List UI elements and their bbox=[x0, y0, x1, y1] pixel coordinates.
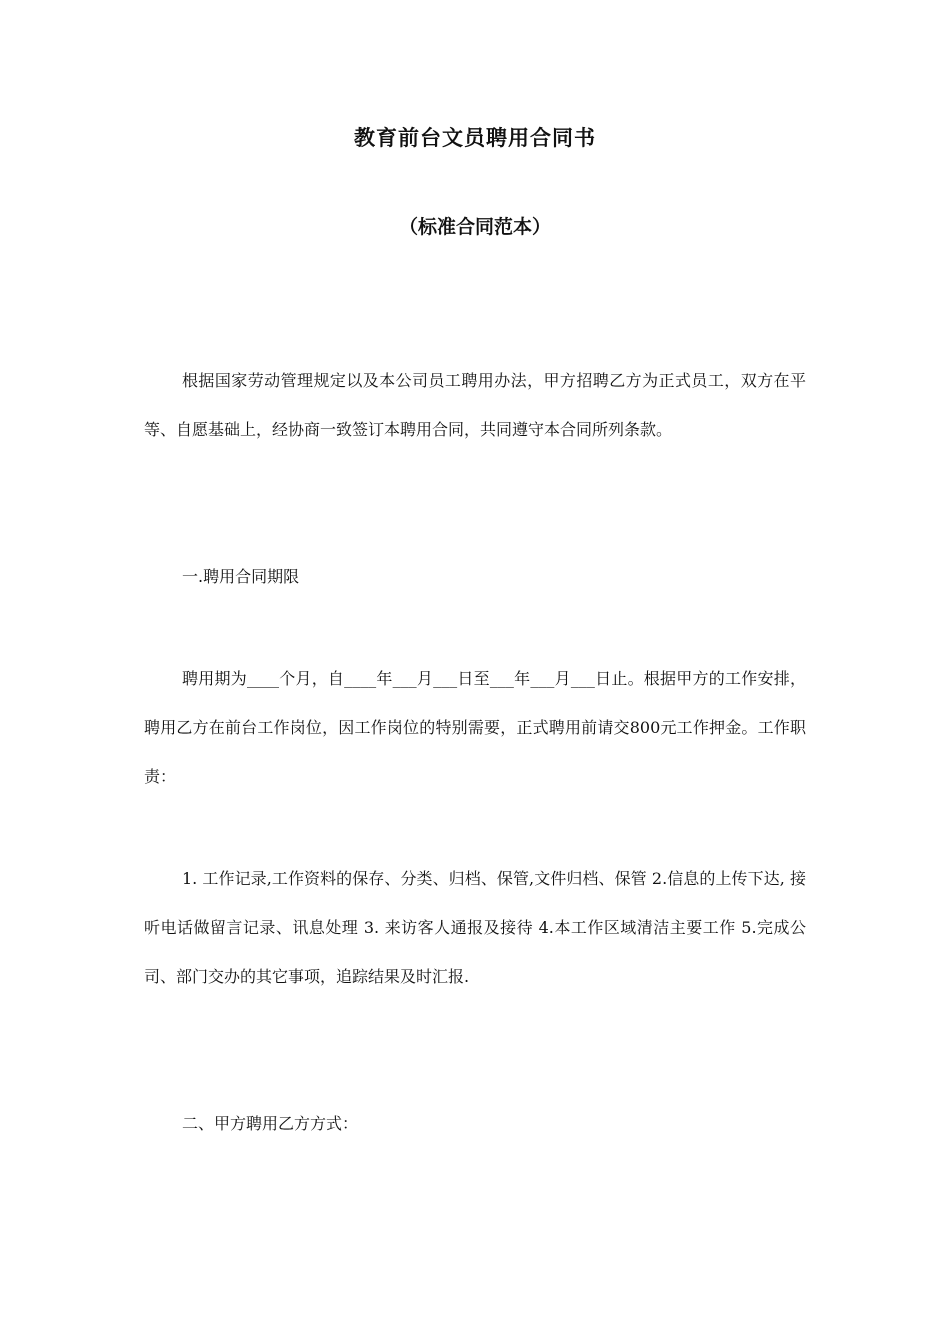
section-1-duties-paragraph: 1. 工作记录,工作资料的保存、分类、归档、保管,文件归档、保管 2.信息的上传下达, 接听电话做留言记录、讯息处理 3. 来访客人通报及接待 4.本工作区域清洁主要工作 5.完成公司、部门交办的其它事项，追踪结果及时汇报. bbox=[144, 869, 806, 986]
section-1-heading: 一.聘用合同期限 bbox=[182, 567, 300, 586]
intro-paragraph: 根据国家劳动管理规定以及本公司员工聘用办法，甲方招聘乙方为正式员工，双方在平等、自愿基础上，经协商一致签订本聘用合同，共同遵守本合同所列条款。 bbox=[144, 371, 806, 439]
document-title: 教育前台文员聘用合同书 bbox=[354, 126, 596, 150]
section-2-heading: 二、甲方聘用乙方方式： bbox=[182, 1114, 359, 1133]
document-subtitle: （标准合同范本） bbox=[398, 216, 551, 238]
section-1-term-paragraph: 聘用期为____个月，自____年___月___日至___年___月___日止。根据甲方的工作安排，聘用乙方在前台工作岗位，因工作岗位的特别需要，正式聘用前请交800元工作押金。工作职责： bbox=[144, 669, 806, 786]
